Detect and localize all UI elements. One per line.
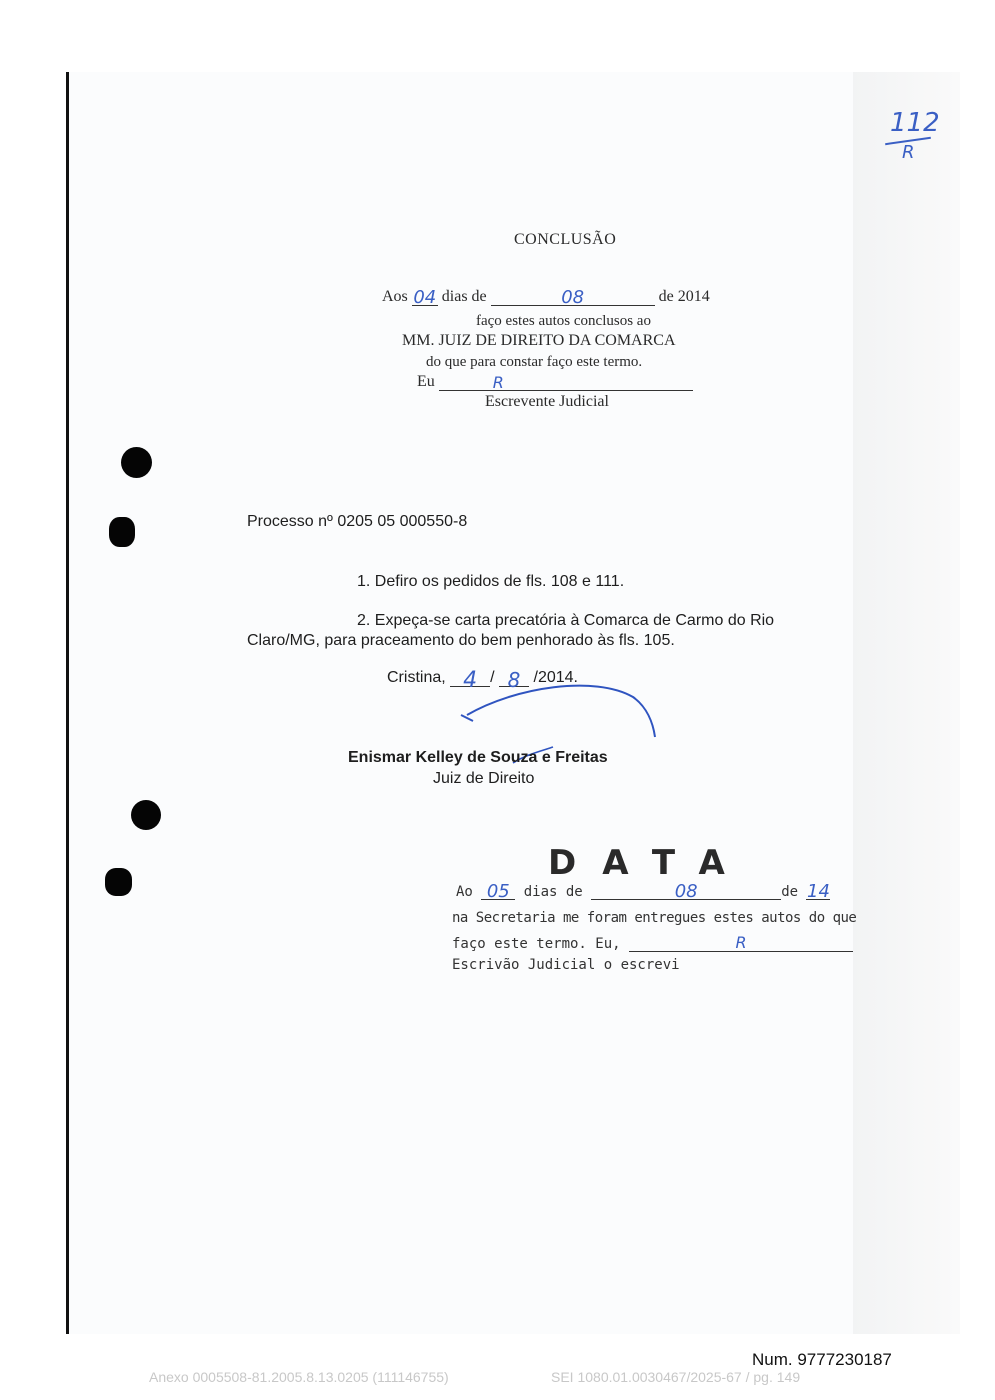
city-label: Cristina, <box>387 669 446 686</box>
folio-rubric: R <box>902 142 915 163</box>
stamp-day: 05 <box>481 881 515 900</box>
conclusao-line2: faço estes autos conclusos ao <box>476 313 651 329</box>
page-edge-shadow <box>850 72 960 1334</box>
conclusao-date-line <box>382 287 710 306</box>
stamp-de-label: de <box>781 884 799 900</box>
data-stamp-title: DATA <box>548 843 751 883</box>
stamp-faco-label: faço este termo. Eu, <box>452 936 621 952</box>
stamp-month: 08 <box>591 881 781 900</box>
punch-hole-4 <box>105 868 132 896</box>
eu-label: Eu <box>417 373 435 390</box>
punch-hole-3 <box>131 800 161 830</box>
conclusao-line4: do que para constar faço este termo. <box>426 354 643 370</box>
conclusao-month: 08 <box>491 287 655 306</box>
dias-de-label: dias de <box>441 288 487 305</box>
conclusao-line3: MM. JUIZ DE DIREITO DA COMARCA <box>402 332 676 349</box>
document-number: Num. 9777230187 <box>752 1350 892 1369</box>
date-month: 8 <box>499 668 529 687</box>
judge-title: Juiz de Direito <box>433 770 535 787</box>
conclusao-title: CONCLUSÃO <box>514 231 617 248</box>
conclusao-day: 04 <box>413 287 437 308</box>
date-separator: / <box>490 669 495 686</box>
punch-hole-2 <box>109 517 135 547</box>
footer-anexo: Anexo 0005508-81.2005.8.13.0205 (111146755) <box>149 1369 449 1385</box>
data-stamp-line-3 <box>452 933 853 952</box>
stamp-dias-de-label: dias de <box>523 884 583 900</box>
conclusao-rubric: R <box>439 373 693 391</box>
stamp-rubric: R <box>629 933 853 952</box>
punch-hole-1 <box>121 447 152 478</box>
conclusao-eu-line <box>417 373 693 391</box>
folio-number: 112 <box>890 108 940 138</box>
despacho-item-2-line-2: Claro/MG, para praceamento do bem penhorado às fls. 105. <box>247 632 675 649</box>
data-stamp-date-line <box>456 881 830 900</box>
despacho-item-1: 1. Defiro os pedidos de fls. 108 e 111. <box>357 573 625 590</box>
processo-number: Processo nº 0205 05 000550-8 <box>247 513 468 530</box>
footer-sei: SEI 1080.01.0030467/2025-67 / pg. 149 <box>551 1369 801 1385</box>
judge-name: Enismar Kelley de Souza e Freitas <box>348 749 608 766</box>
conclusao-role: Escrevente Judicial <box>485 393 609 410</box>
data-stamp-line-4: Escrivão Judicial o escrevi <box>452 957 680 973</box>
de-year-label: de 2014 <box>658 288 710 305</box>
stamp-ao-label: Ao <box>456 884 473 900</box>
date-year: /2014. <box>533 669 578 686</box>
stamp-year: 14 <box>807 881 830 902</box>
data-stamp-line-2: na Secretaria me foram entregues estes autos do que <box>452 910 857 926</box>
aos-label: Aos <box>382 288 408 305</box>
date-day: 4 <box>450 668 490 687</box>
despacho-item-2-line-1: 2. Expeça-se carta precatória à Comarca de Carmo do Rio <box>357 612 775 629</box>
